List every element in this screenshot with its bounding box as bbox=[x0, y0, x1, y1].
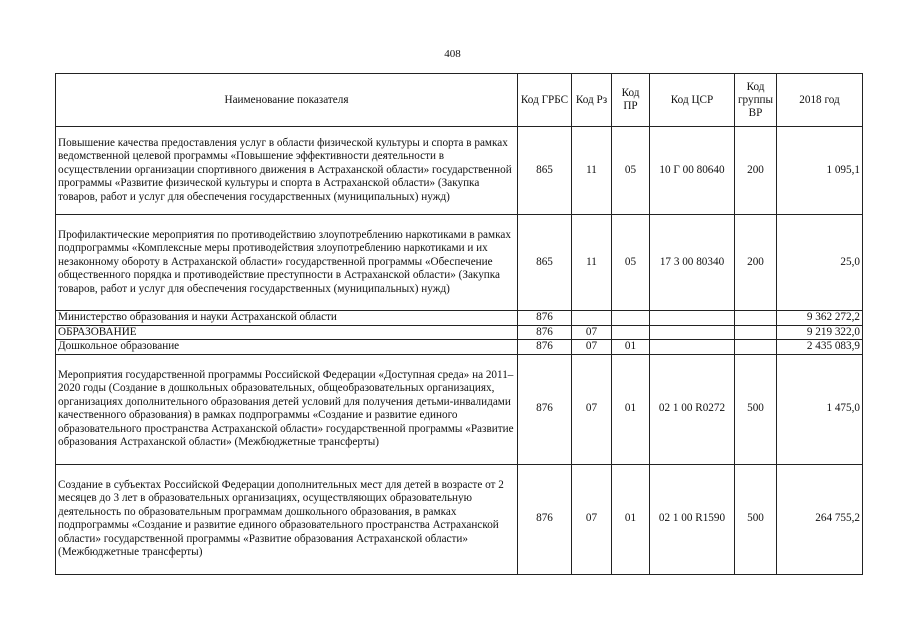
row-pr: 01 bbox=[612, 340, 650, 355]
row-pr bbox=[612, 311, 650, 326]
row-amount: 9 362 272,2 bbox=[777, 311, 863, 326]
row-pr bbox=[612, 325, 650, 340]
row-grbs: 876 bbox=[518, 464, 572, 574]
header-name: Наименование показателя bbox=[56, 74, 518, 127]
row-name: Дошкольное образование bbox=[56, 340, 518, 355]
row-amount: 25,0 bbox=[777, 215, 863, 311]
row-amount: 264 755,2 bbox=[777, 464, 863, 574]
row-rz: 07 bbox=[572, 354, 612, 464]
table-header-row bbox=[56, 74, 863, 127]
row-grbs: 865 bbox=[518, 215, 572, 311]
row-grbs: 876 bbox=[518, 325, 572, 340]
row-csr: 02 1 00 R1590 bbox=[650, 464, 735, 574]
row-vr bbox=[735, 340, 777, 355]
row-name: Мероприятия государственной программы Российской Федерации «Доступная среда» на 2011–2020 годы (Создание в дошкольных образовательных, общеобразовательных организациях, организациях дополнительного образования детей условий для получения детьми-инвалидами качественного образования) в рамках подпрограммы «Создание и развитие единого образовательного пространства Астраханской области» государственной программы «Развитие образования Астраханской области» (Межбюджетные трансферты) bbox=[56, 354, 518, 464]
row-csr: 17 3 00 80340 bbox=[650, 215, 735, 311]
page-number: 408 bbox=[444, 48, 461, 60]
row-rz: 07 bbox=[572, 325, 612, 340]
header-pr: Код ПР bbox=[612, 74, 650, 127]
row-vr: 200 bbox=[735, 127, 777, 215]
row-amount: 1 475,0 bbox=[777, 354, 863, 464]
row-name: Повышение качества предоставления услуг в области физической культуры и спорта в рамках ведомственной целевой программы «Повышение эффективности деятельности в осуществлении организации спортивного движения в Астраханской области» государственной программы «Развитие физической культуры и спорта в Астраханской области» (Закупка товаров, работ и услуг для обеспечения государственных (муниципальных) нужд) bbox=[56, 127, 518, 215]
table-row bbox=[56, 311, 863, 326]
row-csr: 02 1 00 R0272 bbox=[650, 354, 735, 464]
row-grbs: 876 bbox=[518, 340, 572, 355]
row-pr: 05 bbox=[612, 127, 650, 215]
row-rz bbox=[572, 311, 612, 326]
row-pr: 01 bbox=[612, 354, 650, 464]
row-name: Министерство образования и науки Астраханской области bbox=[56, 311, 518, 326]
row-grbs: 876 bbox=[518, 354, 572, 464]
header-year: 2018 год bbox=[777, 74, 863, 127]
row-amount: 2 435 083,9 bbox=[777, 340, 863, 355]
row-vr: 500 bbox=[735, 464, 777, 574]
table-row bbox=[56, 325, 863, 340]
row-rz: 07 bbox=[572, 464, 612, 574]
table-row bbox=[56, 127, 863, 215]
header-csr: Код ЦСР bbox=[650, 74, 735, 127]
row-vr bbox=[735, 311, 777, 326]
row-rz: 11 bbox=[572, 127, 612, 215]
row-grbs: 865 bbox=[518, 127, 572, 215]
row-csr bbox=[650, 325, 735, 340]
row-vr: 500 bbox=[735, 354, 777, 464]
table-row bbox=[56, 354, 863, 464]
table-row bbox=[56, 215, 863, 311]
row-rz: 11 bbox=[572, 215, 612, 311]
row-csr bbox=[650, 340, 735, 355]
row-pr: 05 bbox=[612, 215, 650, 311]
row-grbs: 876 bbox=[518, 311, 572, 326]
row-name: ОБРАЗОВАНИЕ bbox=[56, 325, 518, 340]
row-pr: 01 bbox=[612, 464, 650, 574]
budget-table bbox=[55, 73, 863, 575]
header-rz: Код Рз bbox=[572, 74, 612, 127]
header-vr: Код группы ВР bbox=[735, 74, 777, 127]
row-vr bbox=[735, 325, 777, 340]
row-rz: 07 bbox=[572, 340, 612, 355]
row-vr: 200 bbox=[735, 215, 777, 311]
row-amount: 1 095,1 bbox=[777, 127, 863, 215]
row-csr: 10 Г 00 80640 bbox=[650, 127, 735, 215]
row-amount: 9 219 322,0 bbox=[777, 325, 863, 340]
row-csr bbox=[650, 311, 735, 326]
header-grbs: Код ГРБС bbox=[518, 74, 572, 127]
row-name: Создание в субъектах Российской Федерации дополнительных мест для детей в возрасте от 2 месяцев до 3 лет в образовательных организациях, осуществляющих образовательную деятельность по образовательным программам дошкольного образования, в рамках подпрограммы «Создание и развитие единого образовательного пространства Астраханской области» государственной программы «Развитие образования Астраханской области» (Межбюджетные трансферты) bbox=[56, 464, 518, 574]
table-row bbox=[56, 340, 863, 355]
row-name: Профилактические мероприятия по противодействию злоупотреблению наркотиками в рамках подпрограммы «Комплексные меры противодействия злоупотреблению наркотиками и их незаконному обороту в Астраханской области» государственной программы «Обеспечение общественного порядка и противодействие преступности в Астраханской области» (Закупка товаров, работ и услуг для обеспечения государственных (муниципальных) нужд) bbox=[56, 215, 518, 311]
table-row bbox=[56, 464, 863, 574]
